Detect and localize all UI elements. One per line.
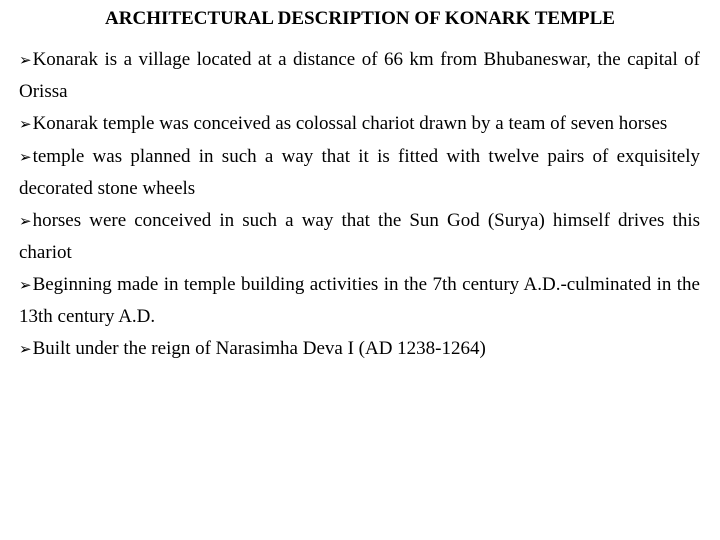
slide-title: ARCHITECTURAL DESCRIPTION OF KONARK TEMPLE xyxy=(105,8,615,29)
bullet-list xyxy=(19,44,700,366)
arrow-bullet-icon: ➢ xyxy=(19,212,32,230)
bullet-item xyxy=(19,333,700,365)
bullet-item xyxy=(19,269,700,332)
arrow-bullet-icon: ➢ xyxy=(19,276,32,294)
bullet-item xyxy=(19,108,700,140)
bullet-item xyxy=(19,44,700,107)
bullet-text: Built under the reign of Narasimha Deva I (AD 1238-1264) xyxy=(32,338,486,359)
bullet-text: horses were conceived in such a way that the Sun God (Surya) himself drives this chariot xyxy=(19,210,700,263)
bullet-text: temple was planned in such a way that it is fitted with twelve pairs of exquisitely decorated stone wheels xyxy=(19,146,700,199)
arrow-bullet-icon: ➢ xyxy=(19,115,32,133)
arrow-bullet-icon: ➢ xyxy=(19,340,32,358)
bullet-item xyxy=(19,205,700,268)
arrow-bullet-icon: ➢ xyxy=(19,148,32,166)
bullet-text: Beginning made in temple building activities in the 7th century A.D.-culminated in the 13th century A.D. xyxy=(19,274,700,327)
arrow-bullet-icon: ➢ xyxy=(19,51,32,69)
bullet-text: Konarak is a village located at a distance of 66 km from Bhubaneswar, the capital of Orissa xyxy=(19,49,700,102)
bullet-text: Konarak temple was conceived as colossal chariot drawn by a team of seven horses xyxy=(32,113,668,134)
bullet-item xyxy=(19,141,700,204)
